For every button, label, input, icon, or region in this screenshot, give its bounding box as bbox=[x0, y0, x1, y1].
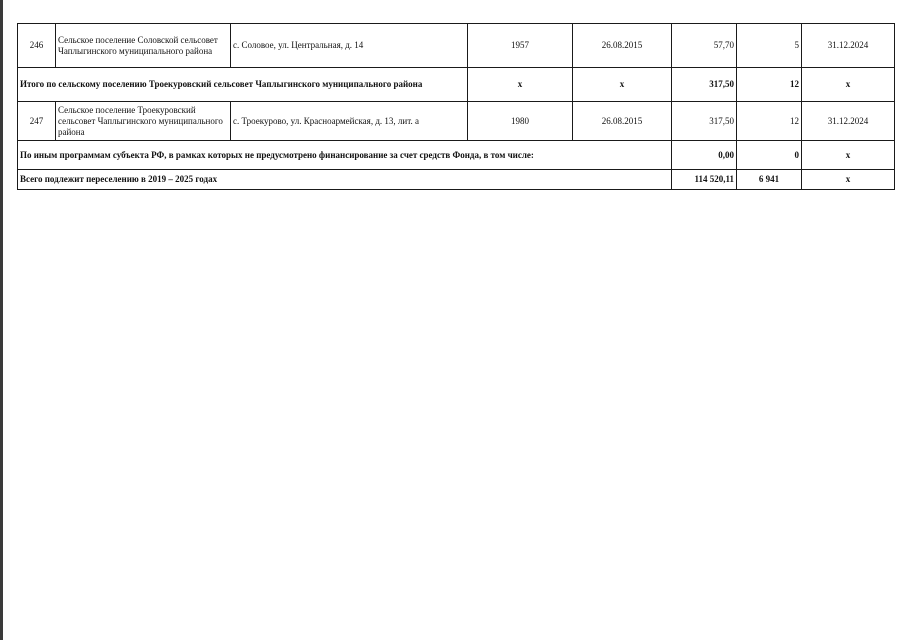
cell-settlement: Сельское поселение Троекуровский сельсовет Чаплыгинского муниципального района bbox=[56, 102, 231, 141]
cell-area: 114 520,11 bbox=[672, 170, 737, 190]
cell-area: 317,50 bbox=[672, 68, 737, 102]
cell-year: 1980 bbox=[468, 102, 573, 141]
cell-other-programs-label: По иным программам субъекта РФ, в рамках которых не предусмотрено финансирование за счет средств Фонда, в том числе: bbox=[18, 141, 672, 170]
cell-year: 1957 bbox=[468, 24, 573, 68]
cell-address: с. Троекурово, ул. Красноармейская, д. 13, лит. а bbox=[231, 102, 468, 141]
cell-people: 5 bbox=[737, 24, 802, 68]
cell-number: 247 bbox=[18, 102, 56, 141]
cell-subtotal-label: Итого по сельскому поселению Троекуровский сельсовет Чаплыгинского муниципального района bbox=[18, 68, 468, 102]
cell-people: 0 bbox=[737, 141, 802, 170]
cell-area: 57,70 bbox=[672, 24, 737, 68]
cell-year: х bbox=[468, 68, 573, 102]
cell-people: 12 bbox=[737, 68, 802, 102]
cell-settlement: Сельское поселение Соловской сельсовет Чаплыгинского муниципального района bbox=[56, 24, 231, 68]
table-row-subtotal bbox=[18, 68, 895, 102]
cell-date: 26.08.2015 bbox=[573, 102, 672, 141]
cell-date: х bbox=[573, 68, 672, 102]
table-row-grand-total bbox=[18, 170, 895, 190]
cell-deadline: х bbox=[802, 141, 895, 170]
table-row-246 bbox=[18, 24, 895, 68]
scan-edge bbox=[0, 0, 3, 640]
cell-deadline: 31.12.2024 bbox=[802, 24, 895, 68]
cell-deadline: х bbox=[802, 170, 895, 190]
cell-grand-total-label: Всего подлежит переселению в 2019 – 2025 годах bbox=[18, 170, 672, 190]
cell-address: с. Соловое, ул. Центральная, д. 14 bbox=[231, 24, 468, 68]
cell-people: 12 bbox=[737, 102, 802, 141]
cell-deadline: х bbox=[802, 68, 895, 102]
table-row-other-programs bbox=[18, 141, 895, 170]
cell-area: 317,50 bbox=[672, 102, 737, 141]
cell-number: 246 bbox=[18, 24, 56, 68]
cell-area: 0,00 bbox=[672, 141, 737, 170]
cell-people: 6 941 bbox=[737, 170, 802, 190]
cell-deadline: 31.12.2024 bbox=[802, 102, 895, 141]
table-row-247 bbox=[18, 102, 895, 141]
resettlement-table bbox=[17, 23, 895, 190]
cell-date: 26.08.2015 bbox=[573, 24, 672, 68]
